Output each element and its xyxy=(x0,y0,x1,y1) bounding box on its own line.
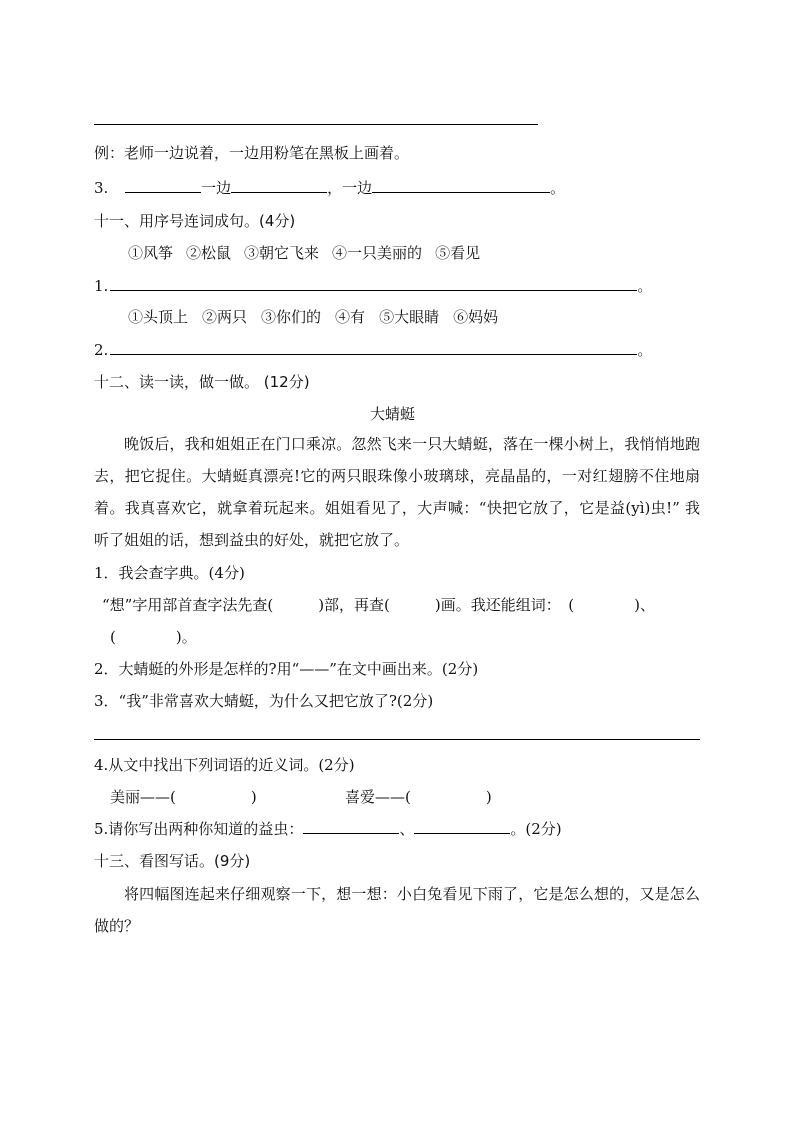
section-12-heading: 十二、读一读，做一做。 (12分) xyxy=(94,373,310,391)
word-item: ③你们的 xyxy=(261,308,322,326)
word-item: ①头顶上 xyxy=(128,308,189,326)
word-item: ⑤看见 xyxy=(435,244,481,262)
question-5 xyxy=(94,819,562,839)
word-item: ②松鼠 xyxy=(186,244,232,262)
period: 。 xyxy=(637,277,653,295)
section-11-heading: 十一、用序号连词成句。(4分) xyxy=(94,212,296,230)
question-1-line-b: ( )。 xyxy=(110,628,197,646)
question-5-text: 5.请你写出两种你知道的益虫： xyxy=(94,820,304,838)
answer-blank[interactable] xyxy=(303,819,399,834)
word-item: ⑤大眼睛 xyxy=(379,308,440,326)
answer-line-top xyxy=(94,124,538,125)
passage-title: 大蜻蜓 xyxy=(370,405,416,423)
answer-2 xyxy=(94,340,652,360)
question-3: 3．“我”非常喜欢大蜻蜓，为什么又把它放了?(2分) xyxy=(94,692,434,710)
section-13-instructions: 将四幅图连起来仔细观察一下，想一想：小白兔看见下雨了，它是怎么想的，又是怎么做的？ xyxy=(94,885,700,935)
question-1-line-a: “想”字用部首查字法先查( )部，再查( )画。我还能组词： ( )、 xyxy=(102,596,655,614)
blank[interactable] xyxy=(231,178,327,193)
period: 。 xyxy=(550,179,566,197)
answer-blank[interactable] xyxy=(110,276,637,291)
question-4: 4.从文中找出下列词语的近义词。(2分) xyxy=(94,756,355,774)
answer-blank[interactable] xyxy=(110,340,637,355)
question-4-item-b: 喜爱——( ) xyxy=(345,788,492,806)
points-label: 。(2分) xyxy=(510,820,562,838)
separator: 、 xyxy=(399,820,415,838)
word-item: ⑥妈妈 xyxy=(453,308,499,326)
section-13-heading: 十三、看图写话。(9分) xyxy=(94,852,251,870)
period: 。 xyxy=(637,341,653,359)
word-bank-1 xyxy=(128,243,480,263)
example-sentence: 例：老师一边说着，一边用粉笔在黑板上画着。 xyxy=(94,144,410,162)
question-1: 1．我会查字典。(4分) xyxy=(94,564,245,582)
question-number: 1. xyxy=(94,277,109,295)
word-item: ③朝它飞来 xyxy=(244,244,320,262)
question-number: 3. xyxy=(94,179,109,197)
word-bank-2 xyxy=(128,307,498,327)
answer-line-q3 xyxy=(94,739,700,740)
question-3-fill xyxy=(94,178,565,198)
answer-1 xyxy=(94,276,652,296)
word-label: 一边 xyxy=(201,179,232,197)
passage-text: 晚饭后，我和姐姐正在门口乘凉。忽然飞来一只大蜻蜓，落在一棵小树上，我悄悄地跑去，把它捉住。大蜻蜓真漂亮!它的两只眼珠像小玻璃球，亮晶晶的，一对红翅膀不住地扇着。我真喜欢它，就拿着玩起来。姐姐看见了，大声喊：“快把它放了，它是益(yì)虫!” 我听了姐姐的话，想到益虫的好处，就把它放了。 xyxy=(94,435,700,549)
word-item: ②两只 xyxy=(202,308,248,326)
blank[interactable] xyxy=(372,178,550,193)
blank[interactable] xyxy=(125,178,201,193)
question-2: 2．大蜻蜓的外形是怎样的?用“——”在文中画出来。(2分) xyxy=(94,660,479,678)
word-item: ①风筝 xyxy=(128,244,174,262)
word-item: ④一只美丽的 xyxy=(332,244,423,262)
word-item: ④有 xyxy=(335,308,366,326)
answer-blank[interactable] xyxy=(414,819,510,834)
question-number: 2. xyxy=(94,341,109,359)
question-4-item-a: 美丽——( ) xyxy=(110,788,257,806)
word-label: ，一边 xyxy=(327,179,373,197)
